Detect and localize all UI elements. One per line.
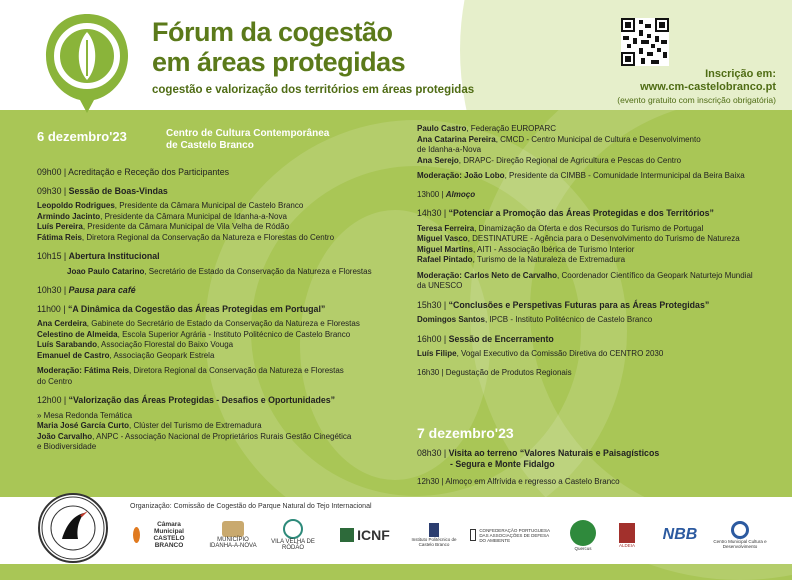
speaker-name: Miguel Vasco — [417, 234, 468, 243]
speaker-line — [417, 234, 777, 245]
session-time: 09h30 | — [37, 185, 69, 196]
venue-line1: Centro de Cultura Contemporânea — [166, 128, 330, 139]
logo-idanha-a-nova: MUNICÍPIO IDANHA-A-NOVA — [208, 518, 258, 552]
moderator-role: , Coordenador Científico da Geopark Naturtejo Mundial — [557, 270, 753, 280]
speaker-line — [417, 315, 777, 326]
speaker-line — [417, 255, 777, 266]
speaker-role-cont: e Biodiversidade — [37, 442, 97, 451]
speaker-name: Ana Catarina Pereira — [417, 134, 496, 144]
speaker-role: , DRAPC- Direção Regional de Agricultura e Pescas do Centro — [458, 155, 682, 165]
moderator-role-cont: da UNESCO — [417, 281, 463, 290]
logo-ipcb: Instituto Politécnico de Castelo Branco — [408, 518, 460, 552]
speaker-line — [37, 319, 397, 330]
session-title: Sessão de Boas-Vindas — [68, 185, 168, 196]
speaker-name: João Carvalho — [37, 431, 93, 441]
page-title-line1: Fórum da cogestão — [152, 17, 393, 47]
park-seal-logo — [38, 493, 108, 563]
page-title-line2: em áreas protegidas — [152, 47, 406, 77]
session-valorization-title — [37, 395, 397, 406]
registration-note: (evento gratuito com inscrição obrigatória) — [617, 95, 776, 105]
speaker-role: , Associação Florestal do Baixo Vouga — [97, 340, 234, 349]
program-left-column — [37, 167, 397, 453]
session-tasting: 16h30 | Degustação de Produtos Regionais — [417, 367, 572, 377]
session-field-visit-title — [417, 448, 777, 459]
speaker-role: , Escola Superior Agrária - Instituto Politécnico de Castelo Branco — [117, 329, 351, 339]
logo-aldeia: ALDEIA — [612, 518, 642, 552]
speaker-role-cont: de Idanha-a-Nova — [417, 145, 482, 154]
speaker-name: Celestino de Almeida — [37, 329, 118, 339]
speaker-line — [37, 267, 397, 278]
moderator-label: Moderação: João Lobo — [417, 171, 505, 180]
session-promotion-title — [417, 208, 777, 219]
session-time: 12h00 | — [37, 395, 69, 405]
session-return: 12h30 | Almoço em Alfrívida e regresso a Castelo Branco — [417, 477, 620, 486]
logo-cmcd: Centro Municipal Cultura e Desenvolvimento — [712, 518, 768, 552]
speaker-role: , Diretora Regional da Conservação da Natureza e Florestas do Centro — [81, 232, 335, 242]
speaker-role: , DESTINATURE - Agência para o Desenvolvimento do Turismo de Natureza — [467, 234, 740, 243]
session-time: 08h30 | — [417, 448, 449, 458]
speaker-name: Luís Pereira — [37, 222, 83, 231]
speaker-role: , Gabinete do Secretário de Estado da Conservação da Natureza e Florestas — [86, 319, 360, 328]
organization-text: Organização: Comissão de Cogestão do Parque Natural do Tejo Internacional — [130, 503, 372, 510]
session-time: 16h00 | — [417, 333, 449, 344]
speaker-name: Teresa Ferreira — [417, 223, 475, 233]
speaker-line — [37, 340, 397, 351]
page-subtitle: cogestão e valorização dos territórios em áreas protegidas — [152, 84, 475, 96]
logo-nbb: NBB — [662, 526, 698, 543]
day2-date: 7 dezembro'23 — [417, 425, 514, 441]
speaker-role: , Federação EUROPARC — [466, 124, 557, 133]
speaker-line — [417, 156, 777, 167]
day1-venue — [166, 128, 329, 152]
session-opening-title — [37, 251, 397, 262]
speaker-name: Maria José García Curto — [37, 421, 130, 430]
session-coffee-break — [37, 285, 397, 296]
speaker-name: Ana Cerdeira — [37, 319, 87, 328]
speaker-line — [37, 330, 397, 341]
speaker-line — [37, 432, 397, 443]
logo-icnf: ICNF — [330, 518, 400, 552]
session-time: 14h30 | — [417, 208, 449, 218]
speaker-role: , Vogal Executivo da Comissão Diretiva do CENTRO 2030 — [456, 349, 664, 358]
day2-program — [417, 448, 777, 488]
registration-label: Inscrição em: — [705, 68, 776, 80]
speaker-role: , Presidente da Câmara Municipal de Castelo Branco — [114, 201, 304, 210]
session-title: “Conclusões e Perspetivas Futuras para as Áreas Protegidas” — [448, 299, 710, 310]
speaker-role: , CMCD - Centro Municipal de Cultura e Desenvolvimento — [495, 134, 701, 144]
speaker-role: , IPCB - Instituto Politécnico de Castelo Branco — [485, 315, 653, 324]
session-welcome-title — [37, 186, 397, 197]
forum-logo — [42, 10, 132, 115]
session-conclusions-title — [417, 300, 777, 311]
session-title: Almoço — [445, 189, 476, 199]
moderator-line — [417, 171, 777, 182]
speaker-role: , Turismo de la Naturaleza de Extremadura — [472, 255, 626, 264]
session-subtitle: » Mesa Redonda Temática — [37, 410, 133, 420]
session-lunch — [417, 190, 777, 201]
speaker-role: , Presidente da Câmara Municipal de Vila Velha de Ródão — [82, 222, 290, 231]
speaker-name: Leopoldo Rodrigues — [37, 201, 115, 210]
speaker-line — [417, 349, 777, 360]
moderator-role: , Presidente da CIMBB - Comunidade Intermunicipal da Beira Baixa — [504, 171, 745, 180]
logo-vila-velha-rodao: VILA VELHA DE RÓDÃO — [268, 518, 318, 552]
session-title: “Valorização das Áreas Protegidas - Desafios e Oportunidades” — [68, 395, 336, 405]
speaker-name: Domingos Santos — [417, 315, 486, 324]
session-time: 10h15 | — [37, 251, 69, 261]
session-title: Abertura Institucional — [68, 251, 160, 261]
session-time: 10h30 | — [37, 285, 69, 295]
moderator-label: Moderação: Carlos Neto de Carvalho — [417, 270, 558, 280]
speaker-name: Luís Filipe — [417, 349, 457, 358]
logo-cpada: CONFEDERAÇÃO PORTUGUESA DAS ASSOCIAÇÕES DE DEFESA DO AMBIENTE — [470, 518, 554, 552]
registration-link[interactable]: www.cm-castelobranco.pt — [640, 81, 776, 93]
logo-quercus: Quercus — [565, 518, 601, 552]
session-time: 15h30 | — [417, 299, 449, 310]
speaker-name: Ana Serejo — [417, 155, 459, 165]
moderator-line — [37, 366, 397, 377]
speaker-name: Emanuel de Castro — [37, 350, 110, 360]
session-title: “Potenciar a Promoção das Áreas Protegidas e dos Territórios” — [448, 208, 714, 218]
session-time: 11h00 | — [37, 303, 68, 314]
speaker-role: , Associação Geopark Estrela — [109, 350, 215, 360]
speaker-role: , Clúster del Turismo de Extremadura — [129, 421, 262, 430]
speaker-role: , Secretário de Estado da Conservação da Natureza e Florestas — [144, 266, 372, 276]
venue-line2: de Castelo Branco — [166, 140, 254, 151]
session-title: “A Dinâmica da Cogestão das Áreas Protegidas em Portugal” — [67, 303, 326, 314]
day1-date: 6 dezembro'23 — [37, 129, 127, 144]
speaker-line — [417, 245, 777, 256]
speaker-line — [37, 201, 397, 212]
speaker-line — [417, 224, 777, 235]
moderator-line — [417, 271, 777, 282]
speaker-name: Luís Sarabando — [37, 340, 98, 349]
speaker-name: Armindo Jacinto — [37, 211, 101, 221]
session-title: Sessão de Encerramento — [448, 333, 554, 344]
moderator-role: , Diretora Regional da Conservação da Natureza e Florestas — [129, 366, 344, 375]
speaker-line — [37, 212, 397, 223]
speaker-name: Miguel Martins — [417, 244, 474, 254]
moderator-role-cont: do Centro — [37, 376, 73, 386]
speaker-name: Rafael Pintado — [417, 255, 473, 264]
speaker-role: , Dinamização da Oferta e dos Recursos do Turismo de Portugal — [474, 223, 704, 233]
speaker-name: Paulo Castro — [417, 124, 467, 133]
program-right-column — [417, 124, 777, 378]
speaker-line — [37, 421, 397, 432]
session-time: 13h00 | — [417, 189, 446, 199]
session-accreditation: 09h00 | Acreditação e Receção dos Participantes — [37, 167, 230, 177]
speaker-line — [37, 222, 397, 233]
speaker-role: , AITI - Associação Ibérica de Turismo Interior — [473, 244, 635, 254]
speaker-role: , Presidente da Câmara Municipal de Idanha-a-Nova — [100, 211, 287, 221]
speaker-line — [417, 135, 777, 146]
session-closing-title — [417, 334, 777, 345]
session-title: Visita ao terreno “Valores Naturais e Paisagísticos — [448, 448, 660, 458]
moderator-label: Moderação: Fátima Reis — [37, 366, 130, 375]
session-dynamics-title — [37, 304, 397, 315]
speaker-name: Fátima Reis — [37, 232, 82, 242]
speaker-line — [417, 124, 777, 135]
speaker-line — [37, 351, 397, 362]
session-title: Pausa para café — [68, 285, 136, 295]
speaker-name: Joao Paulo Catarino — [67, 266, 145, 276]
session-field-visit-title-cont: - Segura e Monte Fidalgo — [450, 458, 555, 469]
logo-castelo-branco: Câmara Municipal CASTELO BRANCO — [133, 518, 195, 552]
speaker-role: , ANPC - Associação Nacional de Proprietários Rurais Gestão Cinegética — [92, 431, 352, 441]
qr-code[interactable] — [621, 18, 669, 66]
speaker-line — [37, 233, 397, 244]
